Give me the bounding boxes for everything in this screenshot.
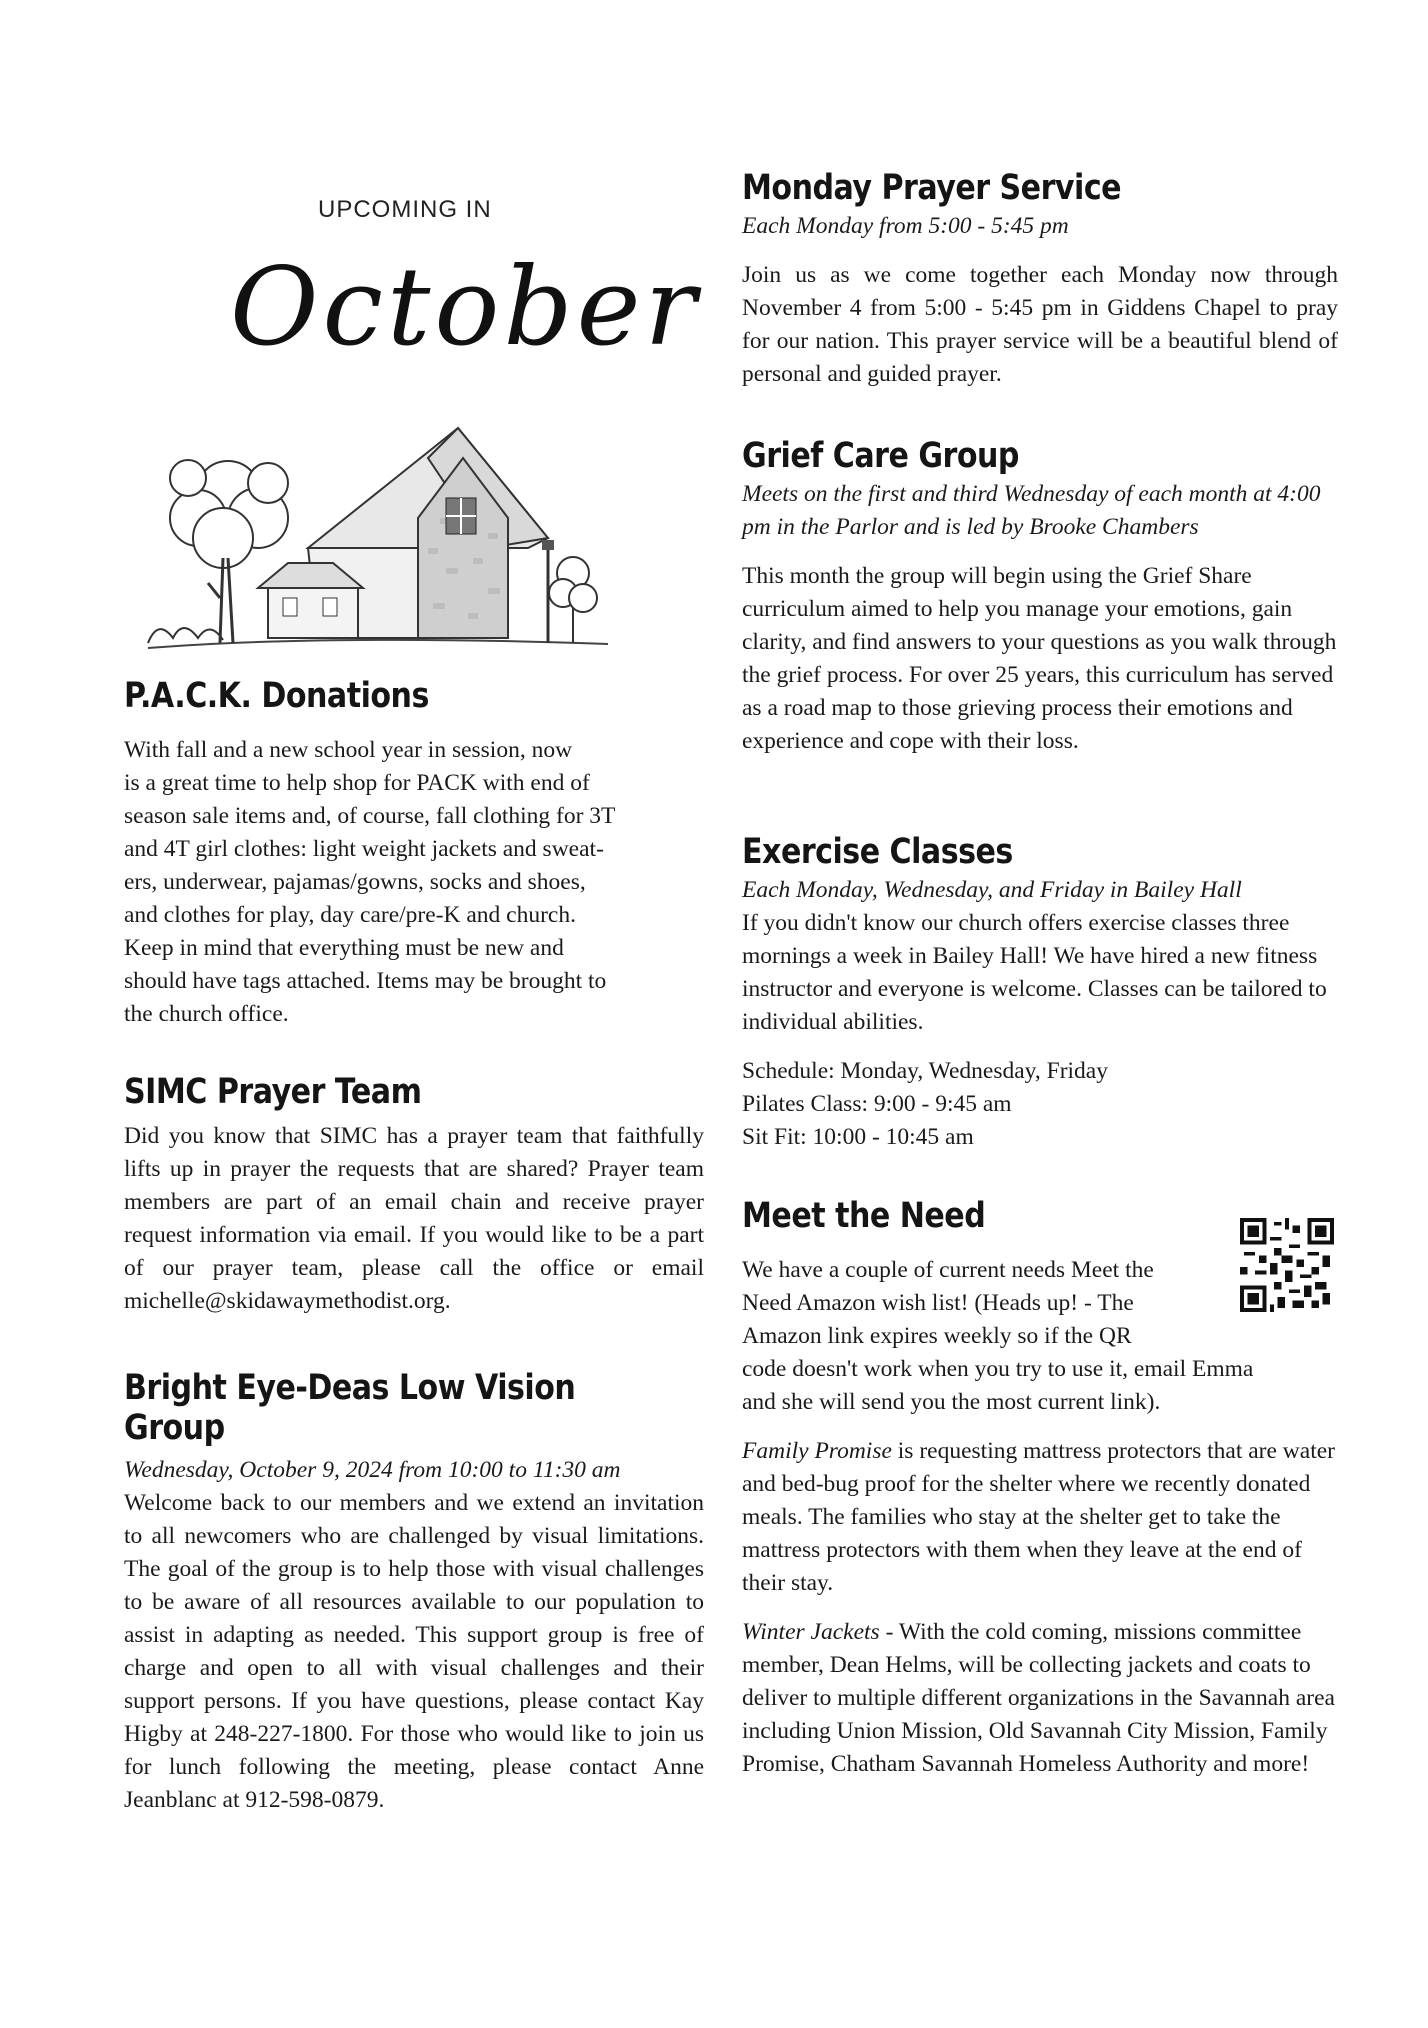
winter-jackets-label: Winter Jackets [742, 1619, 880, 1645]
need-line: Amazon link expires weekly so if the QR [742, 1323, 1132, 1349]
need-line: and she will send you the most current link). [742, 1389, 1161, 1415]
simc-body: Did you know that SIMC has a prayer team that faithfully lifts up in prayer the requests that are shared? Prayer team members are part of an email chain and receive prayer request information via email. If you would like to be a part of our prayer team, please call the office or email michelle@skidawaymethodist.org. [124, 1123, 704, 1314]
winter-jackets-paragraph [742, 1616, 1342, 1781]
church-illustration [128, 398, 636, 660]
simc-section [124, 1072, 704, 1318]
monday-body: Join us as we come together each Monday now through November 4 from 5:00 - 5:45 pm in Giddens Chapel to pray for our nation. This prayer service will be a beautiful blend of personal and guided prayer. [742, 262, 1338, 387]
schedule-line: Sit Fit: 10:00 - 10:45 am [742, 1124, 974, 1150]
winter-jackets-body: - With the cold coming, missions committee member, Dean Helms, will be collecting jackets and coats to deliver to multiple different organizations in the Savannah area including Union Mission, Old Savannah City Mission, Family Promise, Chatham Savannah Homeless Authority and more! [742, 1619, 1335, 1777]
pack-section [124, 676, 704, 1031]
month-script: October [230, 245, 701, 370]
upcoming-label: UPCOMING IN [318, 196, 492, 223]
family-promise-body: is requesting mattress protectors that are water and bed-bug proof for the shelter where we recently donated meals. The families who stay at the shelter get to take the mattress protectors with them when they leave at the end of their stay. [742, 1438, 1335, 1596]
bright-subtitle: Wednesday, October 9, 2024 from 10:00 to 11:30 am [124, 1457, 621, 1483]
exercise-section [742, 832, 1338, 1154]
exercise-subtitle: Each Monday, Wednesday, and Friday in Bailey Hall [742, 877, 1242, 903]
exercise-title: Exercise Classes [742, 832, 1013, 872]
need-line: We have a couple of current needs Meet the [742, 1257, 1154, 1283]
pack-line: and 4T girl clothes: light weight jackets and sweat- [124, 836, 604, 862]
pack-line: should have tags attached. Items may be brought to [124, 968, 607, 994]
need-line: code doesn't work when you try to use it, email Emma [742, 1356, 1254, 1382]
monday-title: Monday Prayer Service [742, 168, 1122, 208]
pack-line: the church office. [124, 1001, 289, 1027]
qr-code-icon[interactable] [1240, 1218, 1334, 1312]
grief-body: This month the group will begin using the Grief Share curriculum aimed to help you manage your emotions, gain clarity, and find answers to your questions as you walk through the grief process. For over 25 years, this curriculum has served as a road map to those grieving process their emotions and experience and cope with their loss. [742, 563, 1337, 754]
pack-line: is a great time to help shop for PACK with end of [124, 770, 590, 796]
pack-line: and clothes for play, day care/pre-K and church. [124, 902, 576, 928]
simc-title: SIMC Prayer Team [124, 1072, 422, 1112]
bright-title: Bright Eye-Deas Low Vision Group [124, 1368, 576, 1448]
bright-section [124, 1368, 704, 1817]
need-title: Meet the Need [742, 1196, 986, 1236]
exercise-body: If you didn't know our church offers exercise classes three mornings a week in Bailey Hall! We have hired a new fitness instructor and everyone is welcome. Classes can be tailored to individual abilities. [742, 910, 1327, 1035]
family-promise-paragraph [742, 1435, 1342, 1600]
pack-title: P.A.C.K. Donations [124, 676, 429, 716]
pack-line: With fall and a new school year in session, now [124, 737, 573, 763]
monday-section [742, 168, 1338, 391]
bright-body: Welcome back to our members and we extend an invitation to all newcomers who are challenged by visual limitations. The goal of the group is to help those with visual challenges to be aware of all resources available to our population to assist in adapting as needed. This support group is free of charge and open to all with visual challenges and their support persons. If you have questions, please contact Kay Higby at 248-227-1800. For those who would like to join us for lunch following the meeting, please contact Anne Jeanblanc at 912-598-0879. [124, 1490, 704, 1813]
grief-section [742, 436, 1338, 758]
grief-subtitle: Meets on the first and third Wednesday of each month at 4:00 pm in the Parlor and is led by Brooke Chambers [742, 481, 1321, 540]
pack-line: season sale items and, of course, fall clothing for 3T [124, 803, 616, 829]
grief-title: Grief Care Group [742, 436, 1019, 476]
schedule-line: Pilates Class: 9:00 - 9:45 am [742, 1091, 1012, 1117]
need-line: Need Amazon wish list! (Heads up! - The [742, 1290, 1134, 1316]
pack-line: Keep in mind that everything must be new and [124, 935, 564, 961]
pack-line: ers, underwear, pajamas/gowns, socks and shoes, [124, 869, 586, 895]
family-promise-label: Family Promise [742, 1438, 892, 1464]
monday-subtitle: Each Monday from 5:00 - 5:45 pm [742, 213, 1069, 239]
schedule-line: Schedule: Monday, Wednesday, Friday [742, 1058, 1108, 1084]
